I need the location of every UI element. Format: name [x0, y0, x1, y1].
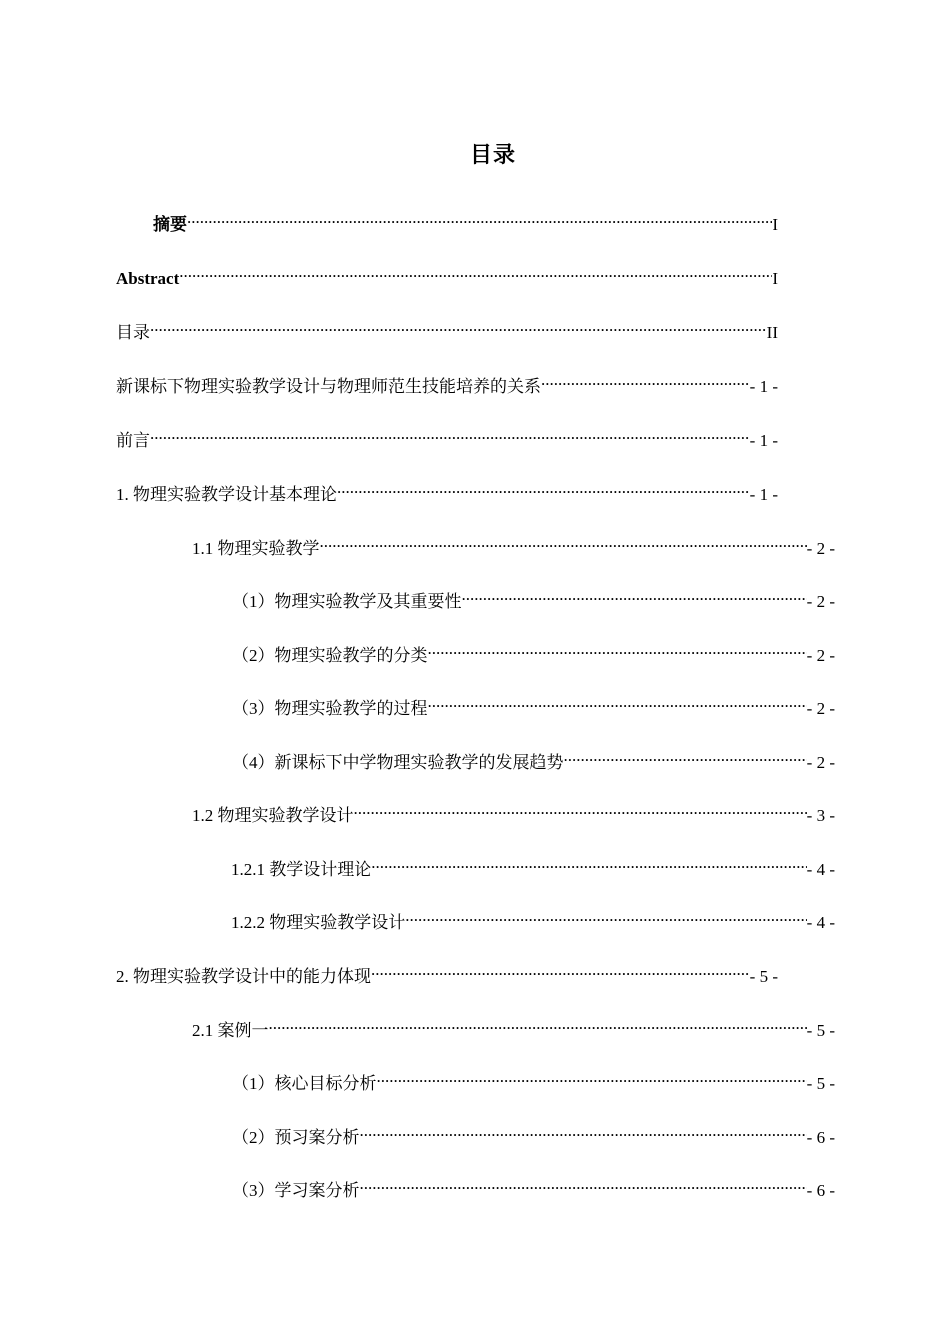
- toc-leader-dots: [462, 583, 807, 607]
- toc-leader-dots: [360, 1119, 807, 1143]
- toc-entry-page: - 4 -: [806, 913, 835, 932]
- toc-entry-label: （1）物理实验教学及其重要性: [232, 592, 462, 611]
- toc-entry-label: Abstract: [116, 269, 180, 288]
- toc-leader-dots: [337, 476, 750, 500]
- toc-leader-dots: [377, 1065, 807, 1089]
- toc-leader-dots: [354, 797, 807, 821]
- toc-entry-label: 新课标下物理实验教学设计与物理师范生技能培养的关系: [116, 377, 541, 397]
- toc-entry[interactable]: [232, 1119, 835, 1147]
- toc-leader-dots: [371, 851, 806, 875]
- toc-entry[interactable]: [116, 958, 778, 986]
- toc-leader-dots: [428, 637, 807, 661]
- toc-entry-label: 1.2.1 教学设计理论: [231, 860, 372, 879]
- page-title: 目录: [469, 143, 516, 168]
- toc-entry-page: - 2 -: [806, 753, 835, 772]
- toc-entry[interactable]: [231, 851, 835, 879]
- toc-entry[interactable]: [116, 368, 778, 397]
- toc-entry-label: 1. 物理实验教学设计基本理论: [116, 485, 337, 504]
- toc-entry-label: 1.2 物理实验教学设计: [192, 806, 354, 825]
- toc-entry[interactable]: [192, 797, 835, 825]
- toc-entry-page: - 2 -: [806, 592, 835, 611]
- toc-entry-page: - 6 -: [806, 1128, 835, 1147]
- toc-entry-label: （4）新课标下中学物理实验教学的发展趋势: [232, 753, 564, 772]
- toc-entry-page: - 1 -: [749, 431, 778, 450]
- toc-leader-dots: [564, 744, 807, 768]
- toc-entry[interactable]: [116, 314, 778, 343]
- toc-entry[interactable]: [192, 530, 835, 558]
- toc-entry[interactable]: [232, 1065, 835, 1093]
- toc-entry-page: - 5 -: [749, 967, 778, 986]
- toc-entry-page: I: [772, 269, 778, 288]
- toc-leader-dots: [150, 314, 767, 338]
- toc-leader-dots: [187, 206, 772, 230]
- toc-entry-label: 摘要: [153, 215, 187, 235]
- toc-entry-label: （3）学习案分析: [232, 1181, 360, 1200]
- toc-entry-page: - 5 -: [806, 1074, 835, 1093]
- toc-entry-page: II: [766, 323, 778, 342]
- toc-entry-page: - 5 -: [806, 1021, 835, 1040]
- toc-entry[interactable]: [153, 206, 778, 235]
- toc-entry[interactable]: [232, 690, 835, 718]
- toc-entry[interactable]: [232, 1172, 835, 1200]
- toc-leader-dots: [405, 904, 806, 928]
- toc-entry-label: 1.2.2 物理实验教学设计: [231, 913, 406, 932]
- toc-entry[interactable]: [192, 1012, 835, 1040]
- toc-leader-dots: [179, 260, 772, 284]
- toc-leader-dots: [360, 1172, 807, 1196]
- toc-entry[interactable]: [232, 744, 835, 772]
- toc-leader-dots: [541, 368, 750, 392]
- toc-entry-label: 目录: [116, 323, 150, 343]
- toc-entry[interactable]: [116, 260, 778, 288]
- toc-leader-dots: [320, 530, 807, 554]
- toc-entry-page: I: [772, 215, 778, 234]
- toc-entry[interactable]: [116, 422, 778, 450]
- toc-leader-dots: [371, 958, 750, 982]
- toc-leader-dots: [150, 422, 750, 446]
- toc-leader-dots: [269, 1012, 807, 1036]
- toc-entry-page: - 6 -: [806, 1181, 835, 1200]
- toc-entry-page: - 2 -: [806, 699, 835, 718]
- toc-entry[interactable]: [116, 476, 778, 504]
- toc-entry[interactable]: [231, 904, 835, 932]
- toc-entry-page: - 2 -: [806, 539, 835, 558]
- toc-entry-page: - 1 -: [749, 377, 778, 396]
- toc-entry[interactable]: [232, 637, 835, 665]
- toc-entry-label: （1）核心目标分析: [232, 1074, 377, 1093]
- toc-entry-label: （2）预习案分析: [232, 1128, 360, 1147]
- toc-entry-label: 1.1 物理实验教学: [192, 539, 320, 558]
- toc-entry[interactable]: [232, 583, 835, 611]
- toc-leader-dots: [428, 690, 807, 714]
- toc-entry-page: - 2 -: [806, 646, 835, 665]
- toc-entry-label: 前言: [116, 431, 150, 450]
- toc-entry-page: - 3 -: [806, 806, 835, 825]
- toc-entry-label: 2.1 案例一: [192, 1021, 269, 1040]
- toc-entry-label: 2. 物理实验教学设计中的能力体现: [116, 967, 371, 986]
- toc-entry-page: - 4 -: [806, 860, 835, 879]
- toc-entry-label: （2）物理实验教学的分类: [232, 646, 428, 665]
- toc-entry-page: - 1 -: [749, 485, 778, 504]
- toc-entry-label: （3）物理实验教学的过程: [232, 699, 428, 718]
